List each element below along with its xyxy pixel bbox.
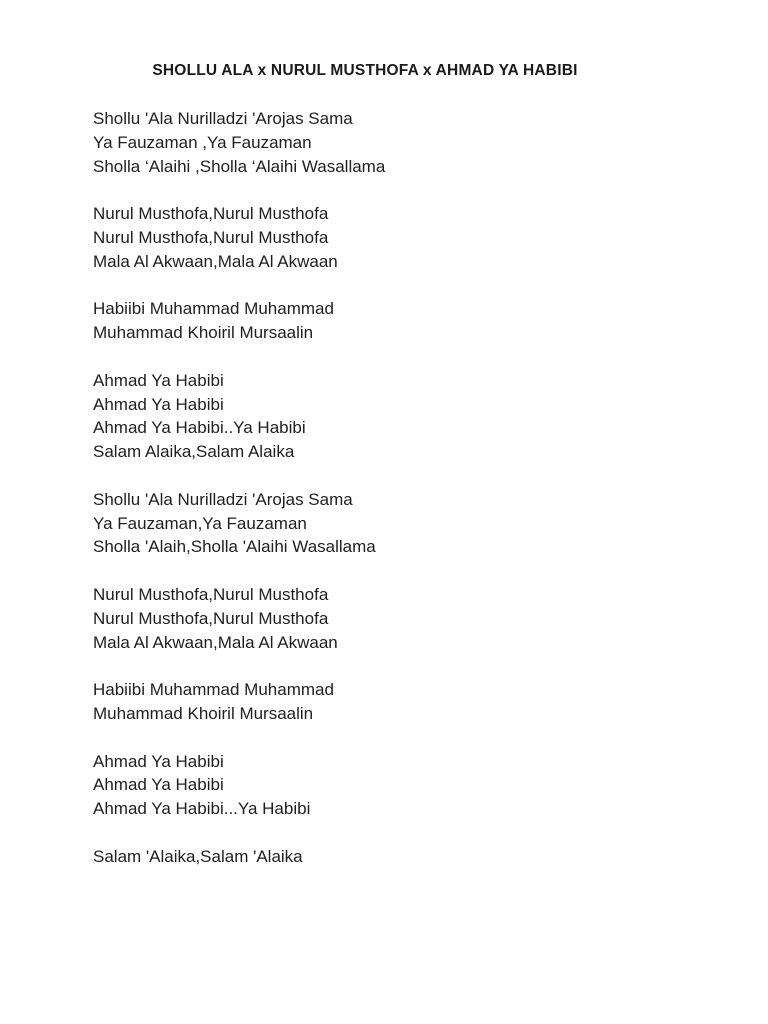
lyric-line: Muhammad Khoiril Mursaalin bbox=[93, 323, 314, 343]
stanza-4 bbox=[93, 369, 728, 464]
lyric-line: Habiibi Muhammad Muhammad bbox=[93, 299, 334, 319]
lyric-line: Sholla ‘Alaihi ,Sholla ‘Alaihi Wasallama bbox=[93, 156, 386, 176]
lyric-line: Habiibi Muhammad Muhammad bbox=[93, 680, 334, 700]
lyric-line: Salam Alaika,Salam Alaika bbox=[93, 442, 295, 462]
stanza-8 bbox=[93, 750, 728, 821]
lyrics-body bbox=[93, 107, 728, 892]
lyric-line: Ahmad Ya Habibi bbox=[93, 370, 224, 390]
lyric-line: Nurul Musthofa,Nurul Musthofa bbox=[93, 584, 329, 604]
lyric-line: Shollu 'Ala Nurilladzi 'Arojas Sama bbox=[93, 109, 353, 128]
lyric-line: Ahmad Ya Habibi bbox=[93, 751, 224, 771]
lyric-line: Nurul Musthofa,Nurul Musthofa bbox=[93, 227, 329, 247]
stanza-2 bbox=[93, 202, 728, 273]
stanza-7 bbox=[93, 678, 728, 726]
lyric-line: Muhammad Khoiril Mursaalin bbox=[93, 703, 314, 723]
stanza-6 bbox=[93, 583, 728, 654]
lyric-line: Nurul Musthofa,Nurul Musthofa bbox=[93, 204, 329, 224]
lyric-line: Ya Fauzaman,Ya Fauzaman bbox=[93, 513, 307, 533]
lyric-line: Ahmad Ya Habibi..Ya Habibi bbox=[93, 418, 306, 438]
lyric-line: Shollu 'Ala Nurilladzi 'Arojas Sama bbox=[93, 489, 353, 509]
page-title: SHOLLU ALA x NURUL MUSTHOFA x AHMAD YA HABIBI bbox=[152, 62, 578, 79]
lyric-line: Ahmad Ya Habibi bbox=[93, 394, 224, 414]
lyric-line: Nurul Musthofa,Nurul Musthofa bbox=[93, 608, 329, 628]
stanza-3 bbox=[93, 297, 728, 345]
lyric-line: Mala Al Akwaan,Mala Al Akwaan bbox=[93, 632, 338, 652]
lyric-line: Ya Fauzaman ,Ya Fauzaman bbox=[93, 132, 312, 152]
lyric-line: Ahmad Ya Habibi...Ya Habibi bbox=[93, 799, 311, 819]
lyric-line: Sholla 'Alaih,Sholla 'Alaihi Wasallama bbox=[93, 537, 376, 557]
stanza-9 bbox=[93, 845, 728, 869]
stanza-1 bbox=[93, 107, 728, 178]
lyric-line: Mala Al Akwaan,Mala Al Akwaan bbox=[93, 251, 338, 271]
lyric-line: Salam 'Alaika,Salam 'Alaika bbox=[93, 846, 303, 866]
stanza-5 bbox=[93, 488, 728, 559]
lyric-line: Ahmad Ya Habibi bbox=[93, 775, 224, 795]
